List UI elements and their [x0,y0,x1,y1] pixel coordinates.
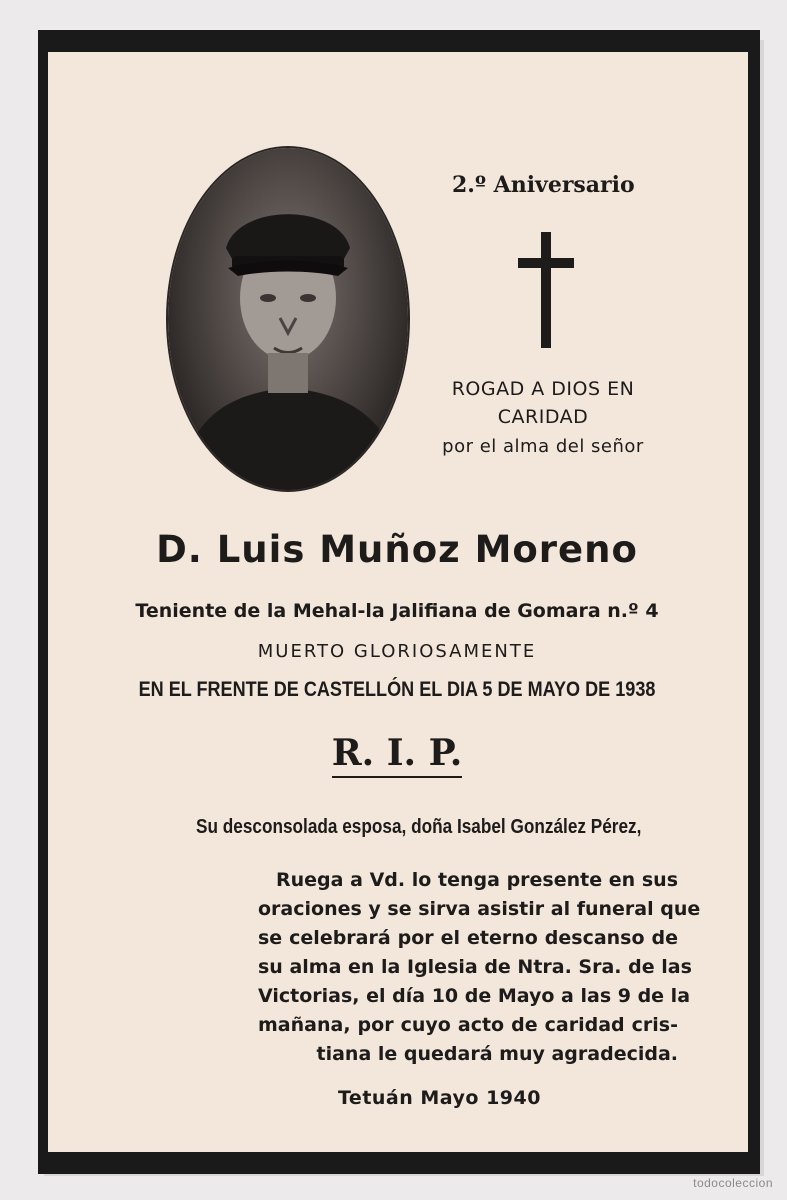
latin-cross-icon [518,232,574,348]
anniversary-label: 2.º Aniversario [452,172,635,198]
death-line-2: EN EL FRENTE DE CASTELLÓN EL DIA 5 DE MAYO DE 1938 [138,678,656,701]
prayer-line-2: CARIDAD [497,406,589,428]
watermark: todocoleccion [693,1176,773,1190]
message-line: oraciones y se sirva asistir al funeral que [258,898,701,920]
message-block [258,866,701,1069]
place-date: Tetuán Mayo 1940 [338,1087,541,1109]
portrait-photo [168,148,408,490]
rip-heading [48,732,746,774]
prayer-line-3: por el alma del señor [442,436,644,457]
rip-text: R. I. P. [332,732,463,778]
rank-line: Teniente de la Mehal-la Jalifiana de Gomara n.º 4 [135,600,659,622]
card-paper [48,52,748,1152]
death-line-1: MUERTO GLORIOSAMENTE [257,641,537,662]
prayer-line-1: ROGAD A DIOS EN [451,378,635,400]
deceased-name: D. Luis Muñoz Moreno [156,528,638,571]
message-line: mañana, por cuyo acto de caridad cris- [258,1014,678,1036]
message-line: se celebrará por el eterno descanso de [258,927,678,949]
widow-line: Su desconsolada esposa, doña Isabel González Pérez, [196,816,642,838]
message-line: su alma en la Iglesia de Ntra. Sra. de las [258,956,692,978]
message-line: Victorias, el día 10 de Mayo a las 9 de la [258,985,691,1007]
message-line: tiana le quedará muy agradecida. [316,1043,678,1065]
message-line: Ruega a Vd. lo tenga presente en sus [276,869,678,891]
memorial-card [38,30,760,1174]
portrait-figure [168,148,408,490]
